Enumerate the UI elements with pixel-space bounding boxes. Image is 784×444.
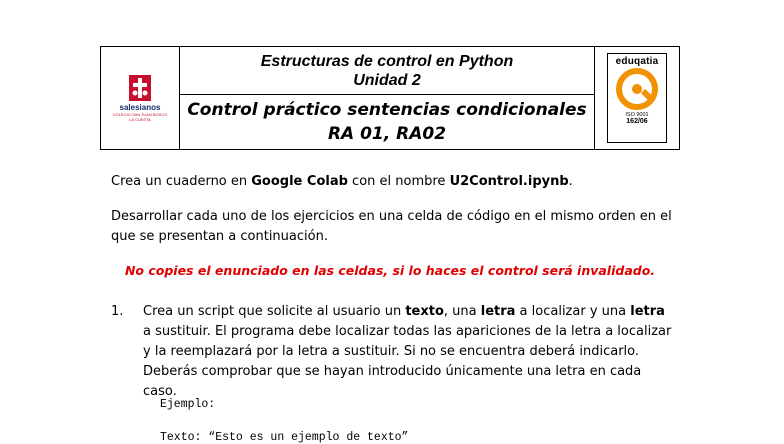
salesianos-name: salesianos [119, 102, 161, 112]
header-title [180, 47, 594, 95]
list-number: 1. [111, 304, 124, 319]
item-b2: letra [480, 304, 516, 319]
header-table [100, 46, 680, 150]
item-b1: texto [405, 304, 444, 319]
eduqatia-q-icon [615, 67, 659, 111]
p1-post: . [568, 174, 573, 189]
paragraph-colab [111, 172, 676, 192]
item-t1: Crea un script que solicite al usuario un [143, 304, 406, 319]
list-item [111, 302, 676, 402]
paragraph-instructions: Desarrollar cada uno de los ejercicios en una celda de código en el mismo orden en el que se presentan a continuación. [111, 209, 672, 244]
code-example-label: Ejemplo: [160, 398, 216, 411]
header-center [180, 47, 595, 149]
p1-pre: Crea un cuaderno en [111, 174, 252, 189]
title-line1: Estructuras de control en Python [260, 52, 514, 70]
salesianos-logo [101, 47, 180, 149]
p1-filename: U2Control.ipynb [449, 174, 569, 189]
code-example-text: Texto: “Esto es un ejemplo de texto” [160, 431, 409, 444]
p1-mid: con el nombre [347, 174, 450, 189]
eduqatia-name: eduqatia [615, 56, 659, 67]
eduqatia-badge [607, 53, 667, 143]
item-b3: letra [630, 304, 665, 319]
item-t3: a localizar y una [515, 304, 631, 319]
eduqatia-code: 162/06 [626, 118, 648, 125]
salesianos-subtitle: COLEGIO SAN JUAN BOSCO LA CUESTA [112, 111, 168, 122]
eduqatia-iso: ISO 9001 [625, 112, 649, 118]
eduqatia-logo [595, 47, 679, 149]
subtitle-line1: Control práctico sentencias condicionales [187, 100, 587, 120]
warning-text: No copies el enunciado en las celdas, si lo haces el control será invalidado. [124, 263, 656, 278]
header-subtitle [180, 95, 594, 149]
item-t2: , una [443, 304, 481, 319]
p1-google-colab: Google Colab [251, 174, 348, 189]
item-t4: a sustituir. El programa debe localizar todas las apariciones de la letra a localizar y la reemplazará por la letra a sustituir. Si no se encuentra deberá indicarlo. Deberás comprobar que se hayan introducido únicamente una letra en cada caso. [143, 324, 672, 399]
salesianos-emblem-icon [129, 75, 151, 101]
title-line2: Unidad 2 [353, 71, 421, 89]
list-item-text [143, 302, 676, 402]
subtitle-line2: RA 01, RA02 [327, 124, 447, 144]
